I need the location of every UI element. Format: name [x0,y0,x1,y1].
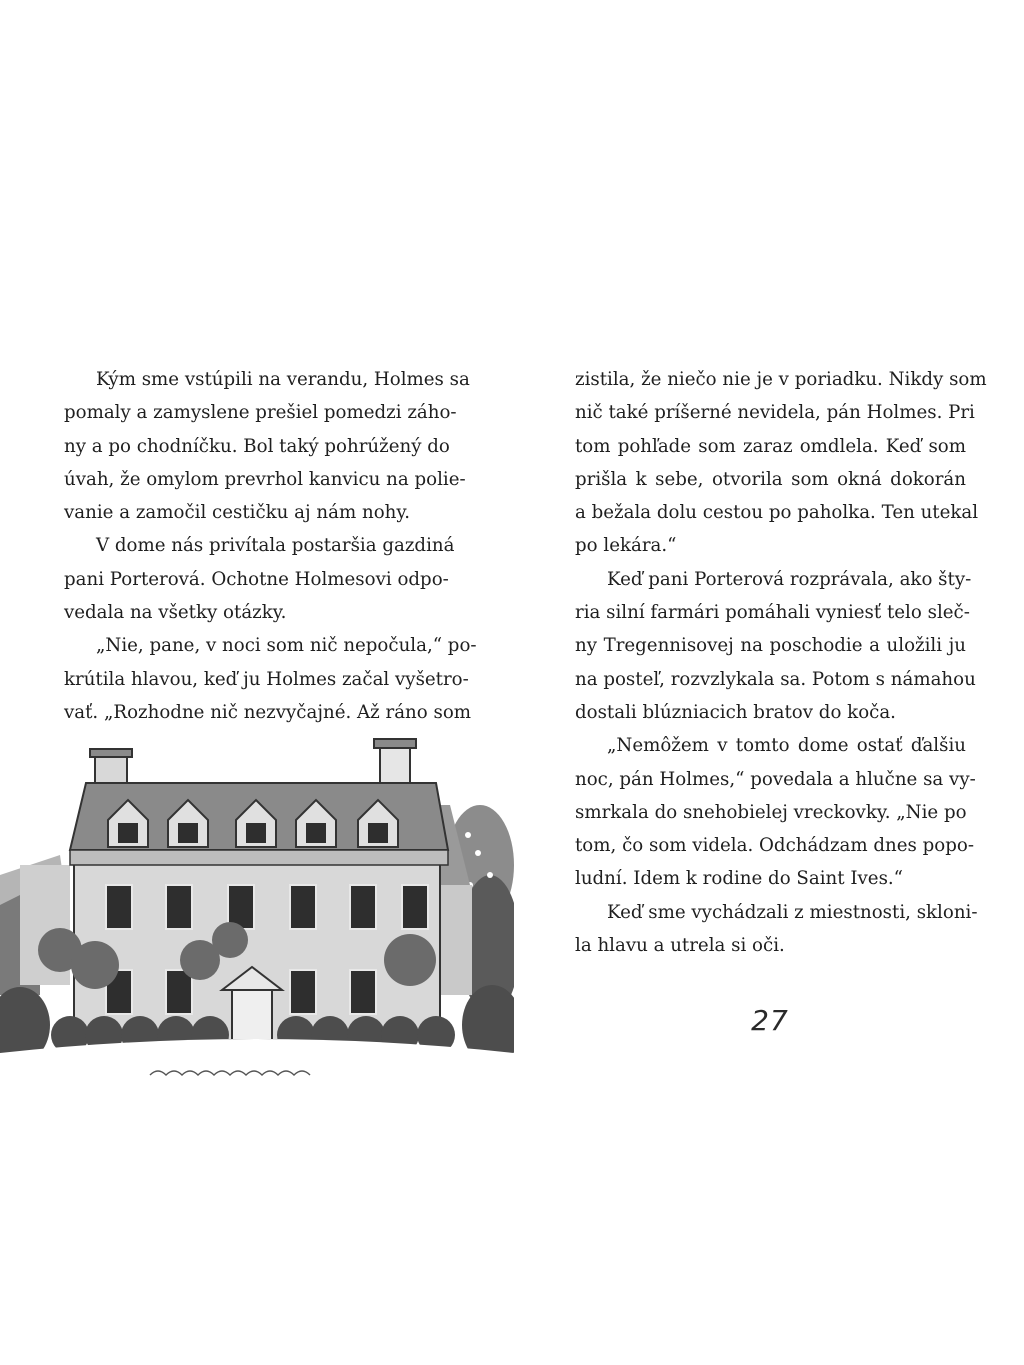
text-line: tom, čo som videla. Odchádzam dnes popo- [575,835,974,857]
text-line: pani Porterová. Ochotne Holmesovi odpo- [64,568,449,590]
text-line: dostali blúzniacich bratov do koča. [575,701,896,723]
manor-house-illustration [0,735,514,1080]
text-line: pomaly a zamyslene prešiel pomedzi záho- [64,402,457,424]
text-line: po lekára.“ [575,535,677,557]
text-line: „Nemôžem v tomto dome ostať ďalšiu [607,735,966,757]
text-line: „Nie, pane, v noci som nič nepočula,“ po- [96,635,477,657]
text-line: V dome nás privítala postaršia gazdiná [96,535,455,557]
text-line: tom pohľade som zaraz omdlela. Keď som [575,435,966,457]
text-line: Keď sme vychádzali z miestnosti, skloni- [607,901,978,923]
text-line: ludní. Idem k rodine do Saint Ives.“ [575,868,903,890]
text-line: Keď pani Porterová rozprávala, ako šty- [607,568,972,590]
right-page [512,0,1024,1365]
fence-arcs [150,1071,310,1075]
text-line: vanie a zamočil cestičku aj nám nohy. [64,502,411,524]
text-line: ny a po chodníčku. Bol taký pohrúžený do [64,435,450,457]
text-line: krútila hlavou, keď ju Holmes začal vyšetro- [64,668,469,690]
text-line: Kým sme vstúpili na verandu, Holmes sa [96,369,470,390]
text-line: la hlavu a utrela si oči. [575,935,785,957]
text-line: noc, pán Holmes,“ povedala a hlučne sa vy- [575,768,976,790]
text-line: ny Tregennisovej na poschodie a uložili ju [575,635,966,657]
text-line: ria silní farmári pomáhali vyniesť telo sleč- [575,602,970,624]
text-line: vedala na všetky otázky. [64,602,287,624]
text-line: zistila, že niečo nie je v poriadku. Nikdy som [575,369,987,390]
right-text-column [575,363,987,962]
text-line: smrkala do snehobielej vreckovky. „Nie po [575,801,967,823]
text-line: nič také príšerné nevidela, pán Holmes. Pri [575,402,975,424]
text-line: úvah, že omylom prevrhol kanvicu na polie- [64,468,466,490]
text-line: prišla k sebe, otvorila som okná dokorán [575,468,966,490]
text-line: na posteľ, rozvzlykala sa. Potom s námahou [575,668,976,690]
page-number: 27 [751,1004,789,1037]
left-text-column [64,363,477,729]
text-line: vať. „Rozhodne nič nezvyčajné. Až ráno som [64,701,472,723]
text-line: a bežala dolu cestou po paholka. Ten utekal [575,502,979,524]
